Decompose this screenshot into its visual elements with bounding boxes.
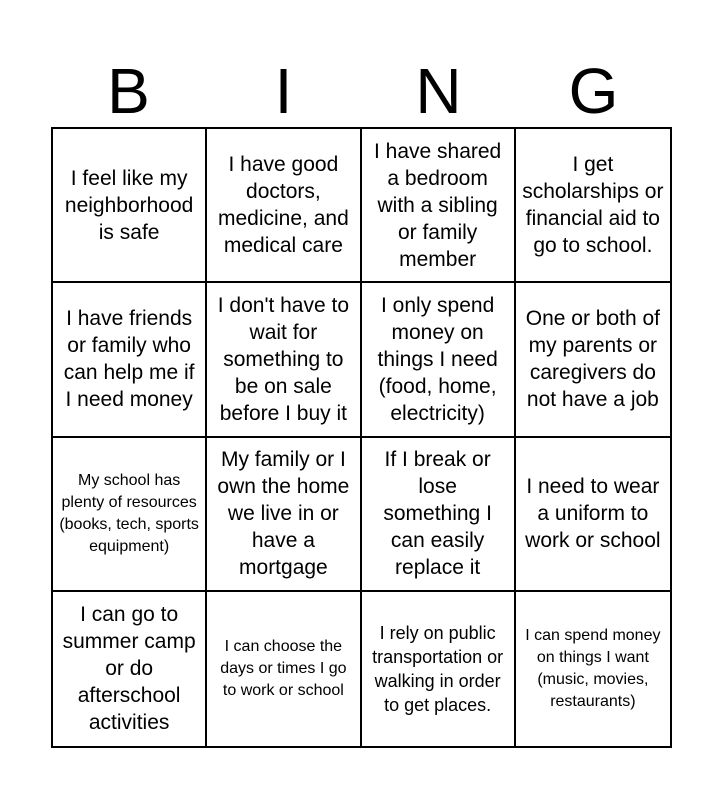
bingo-cell[interactable]: I need to wear a uniform to work or school <box>516 438 670 592</box>
bingo-cell[interactable]: I have good doctors, medicine, and medical care <box>207 129 361 283</box>
bingo-cell[interactable]: I have shared a bedroom with a sibling or family member <box>362 129 516 283</box>
header-letter-i: I <box>274 55 293 127</box>
header-letter-g: G <box>568 55 619 127</box>
bingo-cell[interactable]: I have friends or family who can help me if I need money <box>53 283 207 437</box>
bingo-cell[interactable]: I can choose the days or times I go to work or school <box>207 592 361 746</box>
bingo-cell[interactable]: One or both of my parents or caregivers do not have a job <box>516 283 670 437</box>
bingo-cell[interactable]: I don't have to wait for something to be on sale before I buy it <box>207 283 361 437</box>
bingo-cell[interactable]: I can spend money on things I want (music, movies, restaurants) <box>525 626 661 710</box>
bingo-cell[interactable]: My school has plenty of resources (books, tech, sports equipment) <box>53 438 207 592</box>
bingo-cell[interactable]: I rely on public transportation or walking in order to get places. <box>362 592 516 746</box>
bingo-cell[interactable]: I only spend money on things I need (food, home, electricity) <box>362 283 516 437</box>
header-letter-b: B <box>107 55 150 127</box>
bingo-board <box>51 127 672 748</box>
bingo-cell[interactable]: I get scholarships or financial aid to go to school. <box>516 129 670 283</box>
header-letter-n: N <box>415 55 462 127</box>
bingo-cell[interactable]: I can go to summer camp or do afterschool activities <box>53 592 207 746</box>
bingo-cell[interactable]: My family or I own the home we live in or have a mortgage <box>207 438 361 592</box>
bingo-cell[interactable]: If I break or lose something I can easily replace it <box>362 438 516 592</box>
bingo-header <box>51 55 671 127</box>
bingo-cell[interactable]: I feel like my neighborhood is safe <box>53 129 207 283</box>
